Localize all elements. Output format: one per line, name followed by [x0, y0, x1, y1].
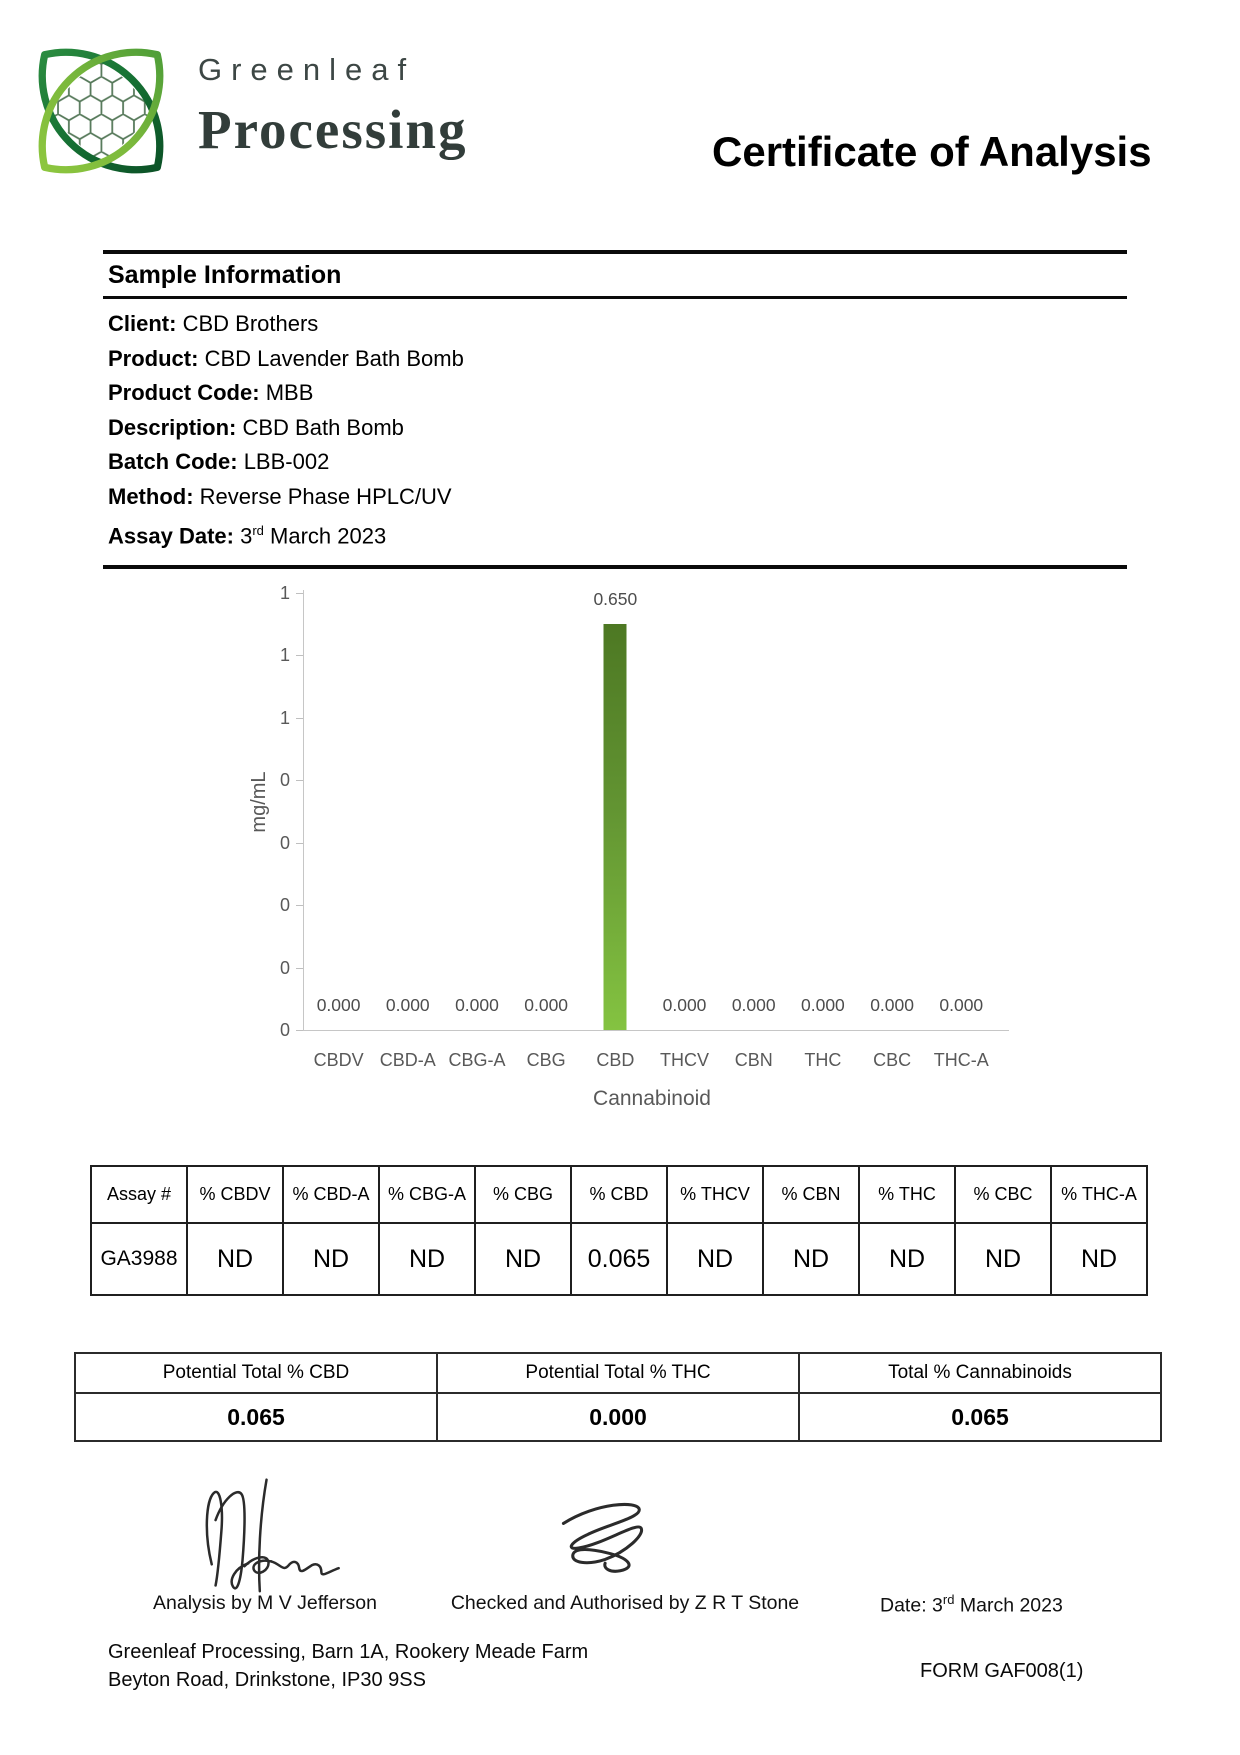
column-header: % CBG-A: [379, 1166, 475, 1223]
field-label: Batch Code:: [108, 449, 238, 474]
date-text: March 2023: [954, 1594, 1063, 1617]
assay-number-cell: GA3988: [91, 1223, 187, 1295]
field-client: [108, 307, 1127, 342]
y-tick-label: 1: [279, 645, 290, 665]
y-axis-title: mg/mL: [248, 771, 270, 833]
page-title: Certificate of Analysis: [712, 128, 1152, 175]
total-thc-value: 0.000: [437, 1393, 799, 1441]
chart-column: [442, 545, 511, 1070]
category-label: CBG: [526, 1050, 566, 1070]
sample-fields: [103, 299, 1127, 556]
chart-column: [304, 545, 373, 1070]
chart-column: [927, 545, 996, 1070]
field-label: Client:: [108, 311, 177, 336]
company-address: [108, 1638, 588, 1694]
chart-columns: [304, 545, 996, 1070]
analyst-signature: [190, 1472, 420, 1597]
brand-name-line1: Greenleaf: [198, 52, 416, 87]
column-header: Total % Cannabinoids: [799, 1353, 1161, 1393]
bar-value-label: 0.000: [801, 995, 845, 1015]
x-axis-title: Cannabinoid: [593, 1087, 711, 1110]
column-header: % THC-A: [1051, 1166, 1147, 1223]
total-cbd-value: 0.065: [75, 1393, 437, 1441]
result-cell: ND: [475, 1223, 571, 1295]
bar-value-label: 0.650: [593, 589, 638, 609]
column-header: % CBDV: [187, 1166, 283, 1223]
y-tick-mark: [296, 655, 303, 656]
bar-value-label: 0.000: [524, 995, 569, 1015]
bar-value-label: 0.000: [731, 995, 776, 1015]
ordinal-suffix: rd: [252, 523, 264, 538]
field-value: CBD Lavender Bath Bomb: [204, 345, 464, 371]
category-label: THCV: [660, 1050, 710, 1070]
field-product: [108, 342, 1127, 377]
column-header: % CBD: [571, 1166, 667, 1223]
address-line: Greenleaf Processing, Barn 1A, Rookery Meade Farm: [108, 1641, 589, 1663]
y-tick-mark: [296, 843, 303, 844]
chart-column: [512, 545, 581, 1070]
chart-column: [858, 545, 927, 1070]
totals-table: [74, 1352, 1162, 1442]
category-label: CBG-A: [448, 1050, 506, 1070]
assay-data-row: [91, 1223, 1147, 1295]
column-header: Potential Total % THC: [437, 1353, 799, 1393]
category-label: THC-A: [933, 1050, 989, 1070]
bar-value-label: 0.000: [455, 995, 499, 1015]
section-heading: Sample Information: [108, 261, 342, 289]
bar-value-label: 0.000: [939, 995, 984, 1015]
field-label: Product Code:: [108, 380, 260, 405]
result-cell: ND: [667, 1223, 763, 1295]
column-header: % CBD-A: [283, 1166, 379, 1223]
result-cell: ND: [763, 1223, 859, 1295]
y-tick-mark: [296, 780, 303, 781]
y-tick-label: 0: [279, 895, 290, 915]
category-label: CBN: [734, 1050, 773, 1070]
column-header: % THCV: [667, 1166, 763, 1223]
y-tick-label: 0: [279, 833, 290, 853]
field-label: Product:: [108, 345, 199, 371]
chart-column: [581, 545, 650, 1070]
assay-header-row: [91, 1166, 1147, 1223]
field-value: CBD Brothers: [182, 311, 319, 336]
y-tick-mark: [296, 905, 303, 906]
category-label: THC: [804, 1050, 842, 1070]
field-batch-code: [108, 445, 1127, 480]
assay-results-table: [90, 1165, 1148, 1296]
date-caption: [880, 1592, 1120, 1618]
chart-column: [650, 545, 719, 1070]
chart-column: [719, 545, 788, 1070]
date-text: Date: 3: [880, 1594, 943, 1617]
category-label: CBD: [596, 1050, 635, 1070]
field-value: Reverse Phase HPLC/UV: [199, 483, 452, 509]
ordinal-suffix: rd: [942, 1592, 955, 1607]
result-cell: 0.065: [571, 1223, 667, 1295]
chart-column: [788, 545, 857, 1070]
brand-name-line2: Processing: [198, 99, 468, 160]
y-tick-label: 1: [279, 583, 290, 603]
field-description: [108, 411, 1127, 446]
address-line: Beyton Road, Drinkstone, IP30 9SS: [108, 1669, 426, 1691]
field-label: Assay Date:: [108, 523, 234, 549]
total-cannabinoids-value: 0.065: [799, 1393, 1161, 1441]
y-tick-label: 0: [279, 958, 290, 978]
brand-block: [198, 52, 468, 161]
field-value: 3: [240, 523, 253, 549]
column-header: Potential Total % CBD: [75, 1353, 437, 1393]
category-label: CBD-A: [379, 1050, 436, 1070]
bar-value-label: 0.000: [662, 995, 707, 1015]
category-label: CBDV: [313, 1050, 364, 1070]
result-cell: ND: [187, 1223, 283, 1295]
result-cell: ND: [955, 1223, 1051, 1295]
cannabinoid-bar-chart: [180, 545, 1080, 1145]
result-cell: ND: [379, 1223, 475, 1295]
y-tick-mark: [296, 718, 303, 719]
field-product-code: [108, 376, 1127, 411]
sample-information-section: [103, 250, 1127, 569]
field-label: Description:: [108, 414, 237, 440]
totals-header-row: [75, 1353, 1161, 1393]
column-header: % CBC: [955, 1166, 1051, 1223]
column-header: % CBG: [475, 1166, 571, 1223]
bar-value-label: 0.000: [385, 995, 430, 1015]
field-label: Method:: [108, 483, 194, 509]
bar-value-label: 0.000: [316, 995, 361, 1015]
chart-column: [373, 545, 442, 1070]
category-label: CBC: [873, 1050, 912, 1070]
field-value: CBD Bath Bomb: [242, 414, 404, 440]
y-tick-label: 1: [279, 708, 290, 728]
greenleaf-logo-icon: [28, 38, 174, 184]
authoriser-caption: Checked and Authorised by Z R T Stone: [450, 1592, 800, 1614]
x-axis-line: [303, 1030, 1009, 1031]
column-header: Assay #: [91, 1166, 187, 1223]
analyst-caption: Analysis by M V Jefferson: [153, 1592, 377, 1614]
field-value: March 2023: [263, 523, 387, 549]
authoriser-signature: [535, 1495, 715, 1585]
field-value: MBB: [265, 380, 314, 405]
field-method: [108, 480, 1127, 515]
y-tick-mark: [296, 593, 303, 594]
result-cell: ND: [859, 1223, 955, 1295]
totals-value-row: [75, 1393, 1161, 1441]
column-header: % CBN: [763, 1166, 859, 1223]
result-cell: ND: [1051, 1223, 1147, 1295]
field-value: LBB-002: [243, 449, 330, 474]
result-cell: ND: [283, 1223, 379, 1295]
column-header: % THC: [859, 1166, 955, 1223]
bar-value-label: 0.000: [870, 995, 914, 1015]
y-tick-mark: [296, 968, 303, 969]
y-tick-label: 0: [279, 770, 290, 790]
y-tick-label: 0: [279, 1020, 290, 1040]
y-tick-mark: [296, 1030, 303, 1031]
form-reference: FORM GAF008(1): [920, 1660, 1084, 1682]
bar-cbd: [604, 624, 627, 1030]
